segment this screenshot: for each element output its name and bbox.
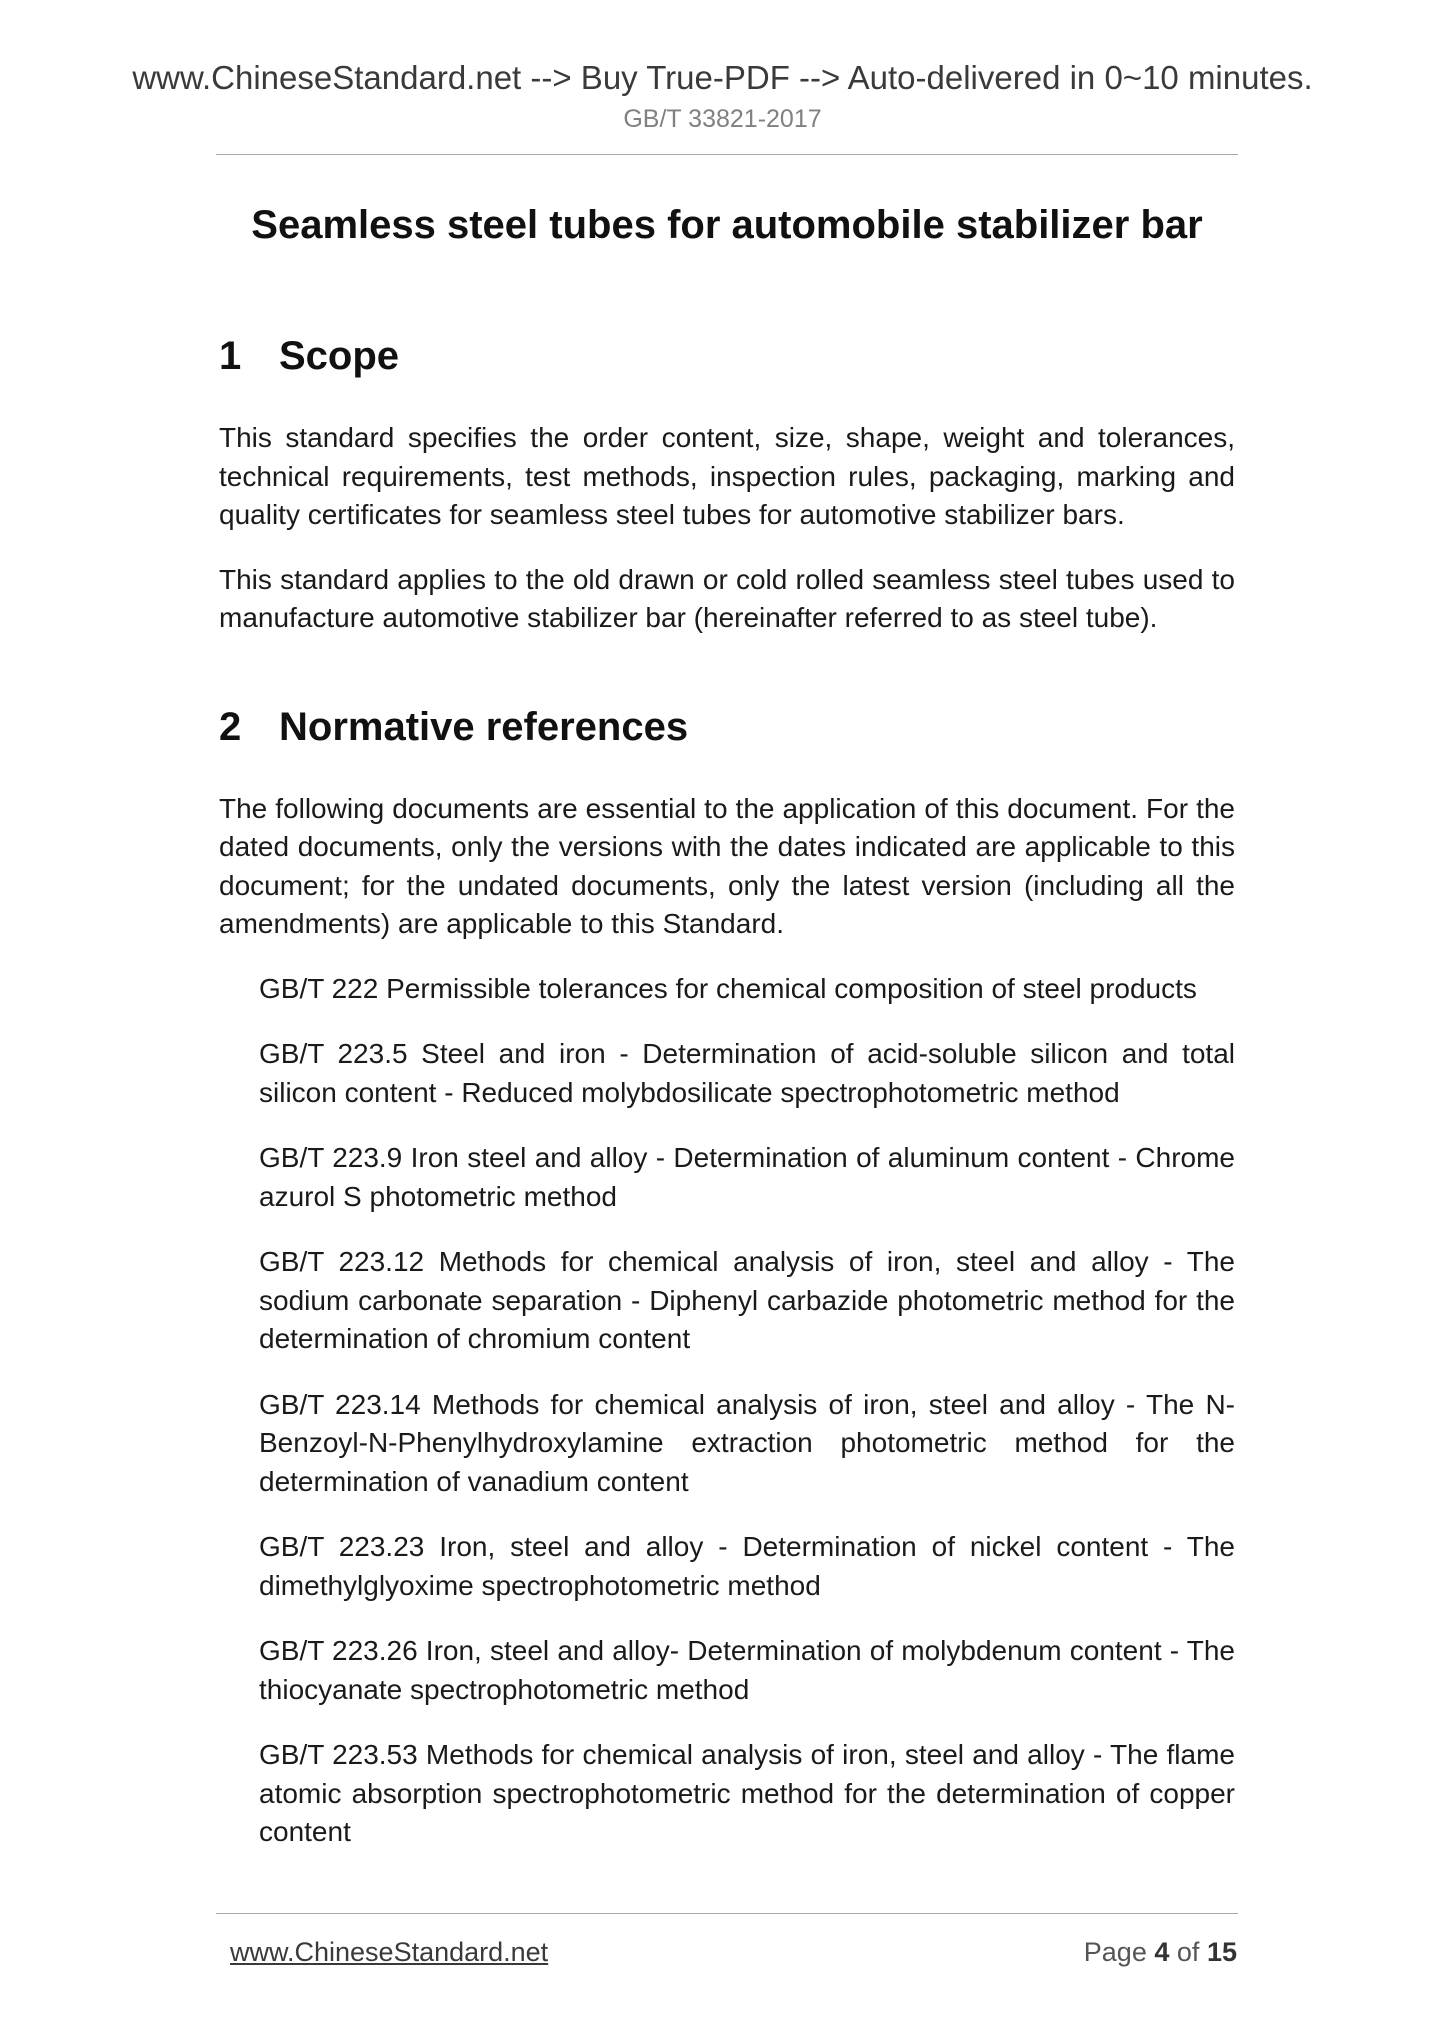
section-heading-scope [219, 331, 1235, 381]
reference-item: GB/T 223.9 Iron steel and alloy - Determination of aluminum content - Chrome azurol S photometric method [259, 1142, 1235, 1212]
page-total: 15 [1206, 1937, 1237, 1967]
reference-item: GB/T 222 Permissible tolerances for chemical composition of steel products [259, 972, 1197, 1004]
scope-paragraph-2: This standard applies to the old drawn or cold rolled seamless steel tubes used to manufacture automotive stabilizer bar (hereinafter referred to as steel tube). [219, 563, 1235, 633]
footer-website-link[interactable]: www.ChineseStandard.net [230, 1937, 549, 1967]
reference-item: GB/T 223.5 Steel and iron - Determination of acid-soluble silicon and total silicon content - Reduced molybdosilicate spectrophotometric method [259, 1038, 1235, 1108]
reference-item: GB/T 223.53 Methods for chemical analysis of iron, steel and alloy - The flame atomic absorption spectrophotometric method for the determination of copper content [259, 1739, 1235, 1847]
reference-item: GB/T 223.12 Methods for chemical analysis of iron, steel and alloy - The sodium carbonate separation - Diphenyl carbazide photometric method for the determination of chromium content [259, 1246, 1235, 1354]
header-banner: www.ChineseStandard.net --> Buy True-PDF --> Auto-delivered in 0~10 minutes. [132, 59, 1313, 96]
footer-divider [216, 1913, 1238, 1914]
scope-paragraph-1: This standard specifies the order content, size, shape, weight and tolerances, technical requirements, test methods, inspection rules, packaging, marking and quality certificates for seamless steel tubes for automotive stabilizer bars. [219, 422, 1235, 530]
header-divider [216, 154, 1238, 155]
reference-item: GB/T 223.14 Methods for chemical analysis of iron, steel and alloy - The N-Benzoyl-N-Phenylhydroxylamine extraction photometric method for the determination of vanadium content [259, 1388, 1235, 1497]
page-prefix: Page [1083, 1937, 1147, 1967]
section-title: Normative references [279, 704, 689, 749]
reference-item: GB/T 223.26 Iron, steel and alloy- Determination of molybdenum content - The thiocyanate spectrophotometric method [259, 1635, 1235, 1705]
document-code: GB/T 33821-2017 [623, 105, 822, 133]
page-indicator [1084, 1935, 1237, 1969]
section-number: 1 [219, 334, 242, 378]
section-number: 2 [219, 704, 242, 749]
section-heading-normative-references [219, 702, 1235, 752]
page-of: of [1176, 1937, 1200, 1967]
page-content [219, 200, 1235, 1852]
references-intro-paragraph: The following documents are essential to the application of this document. For the dated documents, only the versions with the dates indicated are applicable to this document; for the undated documents, only the latest version (including all the amendments) are applicable to this Standard. [219, 792, 1235, 939]
section-title: Scope [279, 334, 400, 378]
page-current: 4 [1154, 1937, 1170, 1967]
document-title: Seamless steel tubes for automobile stabilizer bar [251, 203, 1203, 247]
reference-item: GB/T 223.23 Iron, steel and alloy - Determination of nickel content - The dimethylglyoxime spectrophotometric method [259, 1531, 1235, 1601]
